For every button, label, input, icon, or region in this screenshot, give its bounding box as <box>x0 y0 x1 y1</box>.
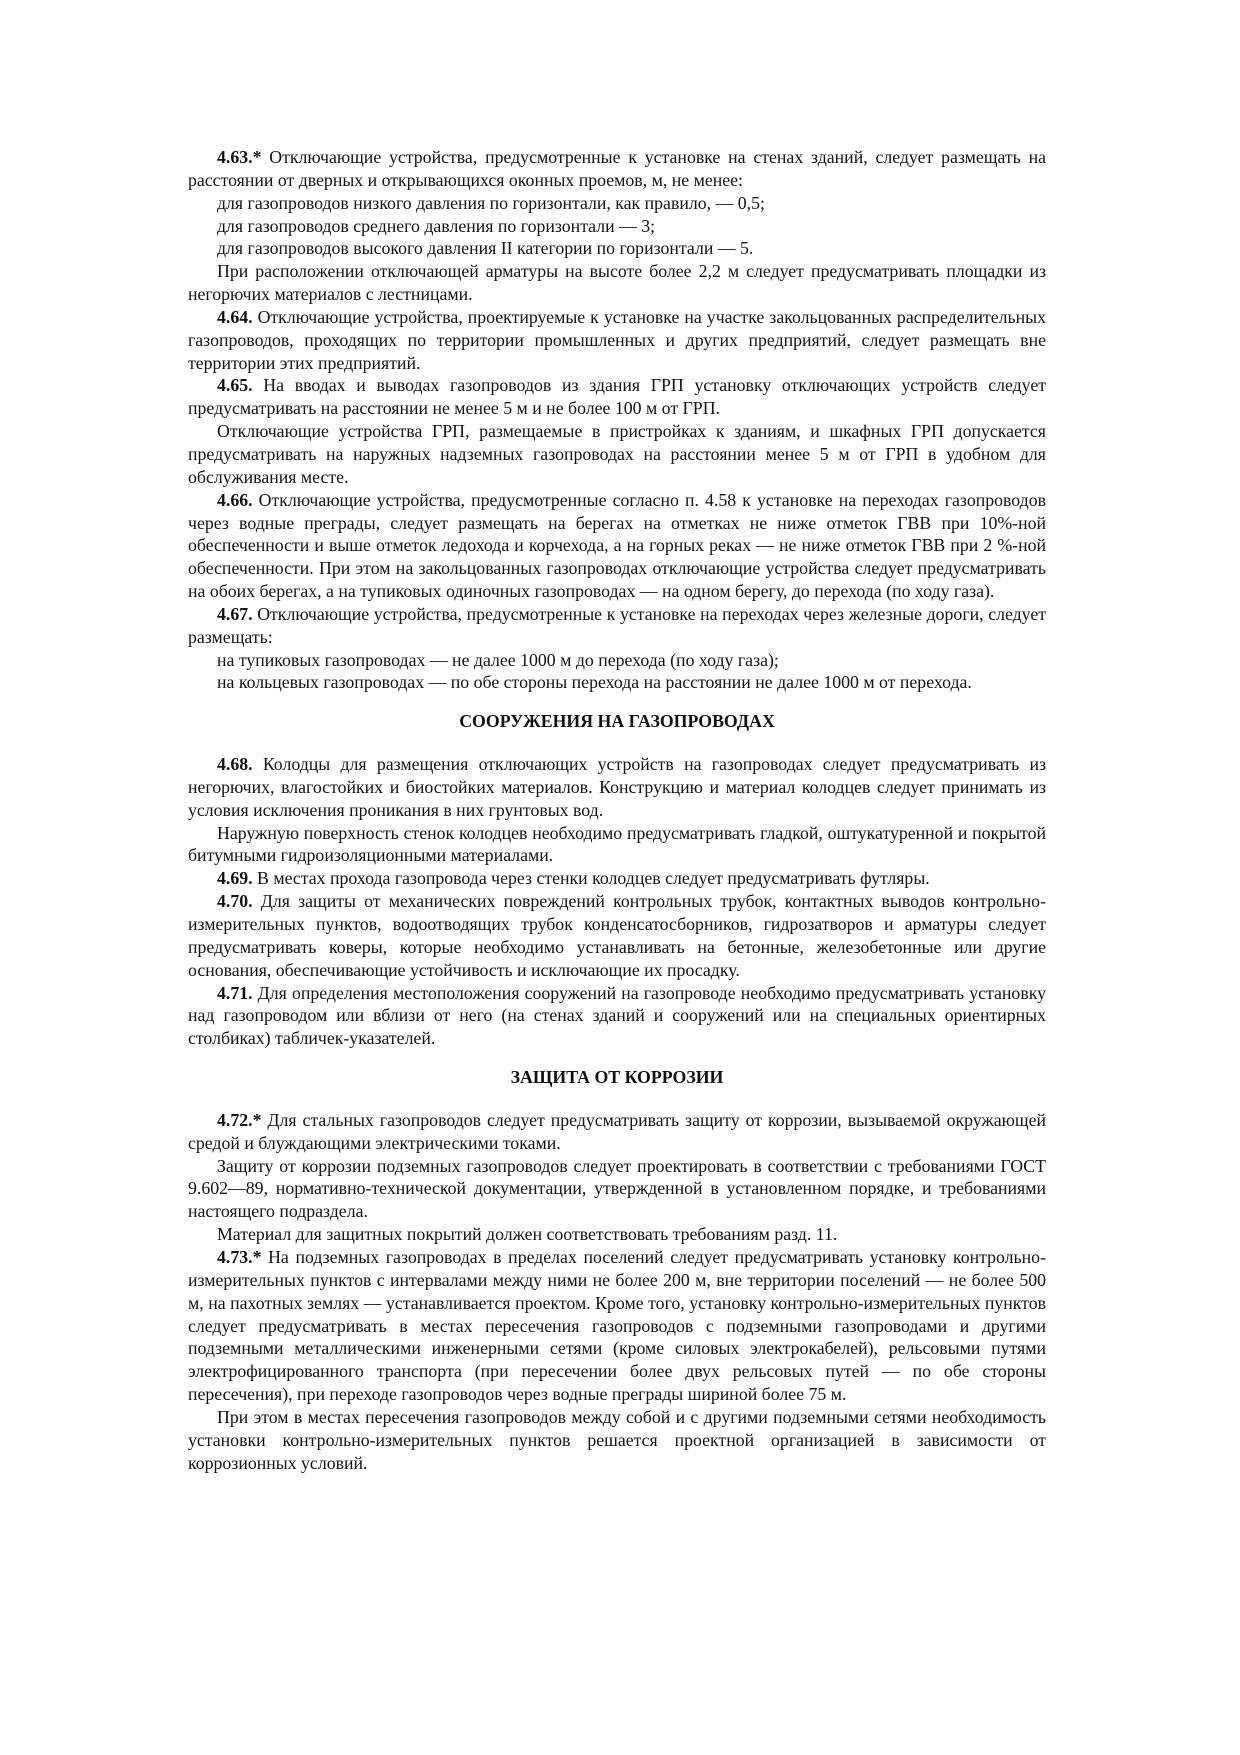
paragraph-text: На вводах и выводах газопроводов из здания ГРП установку отключающих устройств следует предусматривать на расстоянии не менее 5 м и не более 100 м от ГРП. <box>188 375 1046 419</box>
paragraph-text: На подземных газопроводах в пределах поселений следует предусматривать установку контрольно-измерительных пунктов с интервалами между ними не более 200 м, вне территории поселений — не более 500 м, на пахотных землях — устанавливается проектом. Кроме того, установку контрольно-измерительных пунктов следует предусматривать в местах пересечения газопроводов с подземными газопроводами и другими подземными металлическими инженерными сетями (кроме силовых электрокабелей), рельсовыми путями электрофицированного транспорта (при пересечении более двух рельсовых путей — по обе стороны пересечения), при переходе газопроводов через водные преграды шириной более 75 м. <box>188 1246 1046 1405</box>
document-page <box>188 146 1046 1474</box>
clause-number: 4.68. <box>217 754 253 775</box>
paragraph-text: на кольцевых газопроводах — по обе стороны перехода на расстоянии не далее 1000 м от перехода. <box>217 672 972 693</box>
paragraph-text: Колодцы для размещения отключающих устройств на газопроводах следует предусматривать из негорючих, влагостойких и биостойких материалов. Конструкцию и материал колодцев следует принимать из условия исключения проникания в них грунтовых вод. <box>188 754 1046 820</box>
paragraph-text: на тупиковых газопроводах — не далее 1000 м до перехода (по ходу газа); <box>217 649 779 670</box>
paragraph-text: для газопроводов среднего давления по горизонтали — 3; <box>217 215 656 236</box>
paragraph <box>188 215 1046 238</box>
paragraph-text: Отключающие устройства ГРП, размещаемые в пристройках к зданиям, и шкафных ГРП допускается предусматривать на наружных надземных газопроводах на расстоянии менее 5 м от ГРП в удобном для обслуживания месте. <box>188 421 1046 487</box>
paragraph-text: Отключающие устройства, предусмотренные к установке на переходах через железные дороги, следует размещать: <box>188 603 1046 647</box>
paragraph-text: для газопроводов высокого давления II категории по горизонтали — 5. <box>217 238 754 259</box>
paragraph <box>188 306 1046 375</box>
clause-number: 4.67. <box>217 603 253 624</box>
paragraph <box>188 671 1046 694</box>
paragraph <box>188 192 1046 215</box>
section <box>188 1050 1046 1474</box>
paragraph <box>188 489 1046 603</box>
paragraph <box>188 1406 1046 1475</box>
paragraph <box>188 146 1046 192</box>
section <box>188 694 1046 1050</box>
paragraph-text: для газопроводов низкого давления по горизонтали, как правило, — 0,5; <box>217 192 765 213</box>
paragraph <box>188 822 1046 868</box>
clause-number: 4.73.* <box>217 1246 262 1267</box>
paragraph <box>188 1109 1046 1155</box>
paragraph <box>188 603 1046 649</box>
paragraph <box>188 420 1046 489</box>
paragraph <box>188 890 1046 981</box>
paragraph-text: Для стальных газопроводов следует предусматривать защиту от коррозии, вызываемой окружающей средой и блуждающими электрическими токами. <box>188 1109 1046 1153</box>
paragraph-text: Отключающие устройства, предусмотренные согласно п. 4.58 к установке на переходах газопроводов через водные преграды, следует размещать на берегах на отметках не ниже отметок ГВВ при 10%-ной обеспеченности и выше отметок ледохода и корчехода, а на горных реках — не ниже отметок ГВВ при 2 %-ной обеспеченности. При этом на закольцованных газопроводах отключающие устройства следует предусматривать на обоих берегах, а на тупиковых одиночных газопроводах — на одном берегу, до перехода (по ходу газа). <box>188 489 1046 602</box>
clause-number: 4.69. <box>217 868 253 889</box>
paragraph <box>188 260 1046 306</box>
paragraph <box>188 374 1046 420</box>
section <box>188 146 1046 694</box>
paragraph <box>188 982 1046 1051</box>
paragraph <box>188 1223 1046 1246</box>
paragraph-text: Для определения местоположения сооружений на газопроводе необходимо предусматривать установку над газопроводом или вблизи от него (на стенах зданий и сооружений или на специальных ориентирных столбиках) табличек-указателей. <box>188 982 1046 1049</box>
clause-number: 4.72.* <box>217 1109 262 1130</box>
paragraph-text: Отключающие устройства, проектируемые к установке на участке закольцованных распределительных газопроводов, проходящих по территории промышленных и других предприятий, следует размещать вне территории этих предприятий. <box>188 306 1046 373</box>
paragraph-text: В местах прохода газопровода через стенки колодцев следует предусматривать футляры. <box>252 868 930 889</box>
paragraph-text: Для защиты от механических повреждений контрольных трубок, контактных выводов контрольно-измерительных пунктов, водоотводящих трубок конденсатосборников, гидрозатворов и арматуры следует предусматривать коверы, которые необходимо устанавливать на бетонные, железобетонные или другие основания, обеспечивающие устойчивость и исключающие их просадку. <box>188 891 1046 980</box>
clause-number: 4.65. <box>217 375 253 396</box>
paragraph <box>188 867 1046 890</box>
paragraph-text: Наружную поверхность стенок колодцев необходимо предусматривать гладкой, оштукатуренной и покрытой битумными гидроизоляционными материалами. <box>188 822 1046 866</box>
paragraph <box>188 649 1046 672</box>
paragraph <box>188 1155 1046 1224</box>
paragraph <box>188 753 1046 822</box>
clause-number: 4.64. <box>217 306 253 327</box>
paragraph-text: При расположении отключающей арматуры на высоте более 2,2 м следует предусматривать площадки из негорючих материалов с лестницами. <box>188 261 1046 305</box>
clause-number: 4.66. <box>217 489 253 510</box>
paragraph-text: Материал для защитных покрытий должен соответствовать требованиям разд. 11. <box>217 1224 838 1245</box>
paragraph-text: Отключающие устройства, предусмотренные к установке на стенах зданий, следует размещать на расстоянии от дверных и открывающихся оконных проемов, м, не менее: <box>188 147 1046 190</box>
clause-number: 4.70. <box>217 891 253 912</box>
clause-number: 4.63.* <box>217 147 262 167</box>
paragraph-text: Защиту от коррозии подземных газопроводов следует проектировать в соответствии с требованиями ГОСТ 9.602—89, нормативно-технической документации, утвержденной в установленном порядке, и требованиями настоящего подраздела. <box>188 1155 1046 1222</box>
section-heading: ЗАЩИТА ОТ КОРРОЗИИ <box>510 1067 724 1088</box>
paragraph <box>188 237 1046 260</box>
section-heading: СООРУЖЕНИЯ НА ГАЗОПРОВОДАХ <box>459 711 775 732</box>
clause-number: 4.71. <box>217 982 253 1003</box>
paragraph <box>188 1246 1046 1406</box>
paragraph-text: При этом в местах пересечения газопроводов между собой и с другими подземными сетями необходимость установки контрольно-измерительных пунктов решается проектной организацией в зависимости от коррозионных условий. <box>188 1406 1046 1473</box>
